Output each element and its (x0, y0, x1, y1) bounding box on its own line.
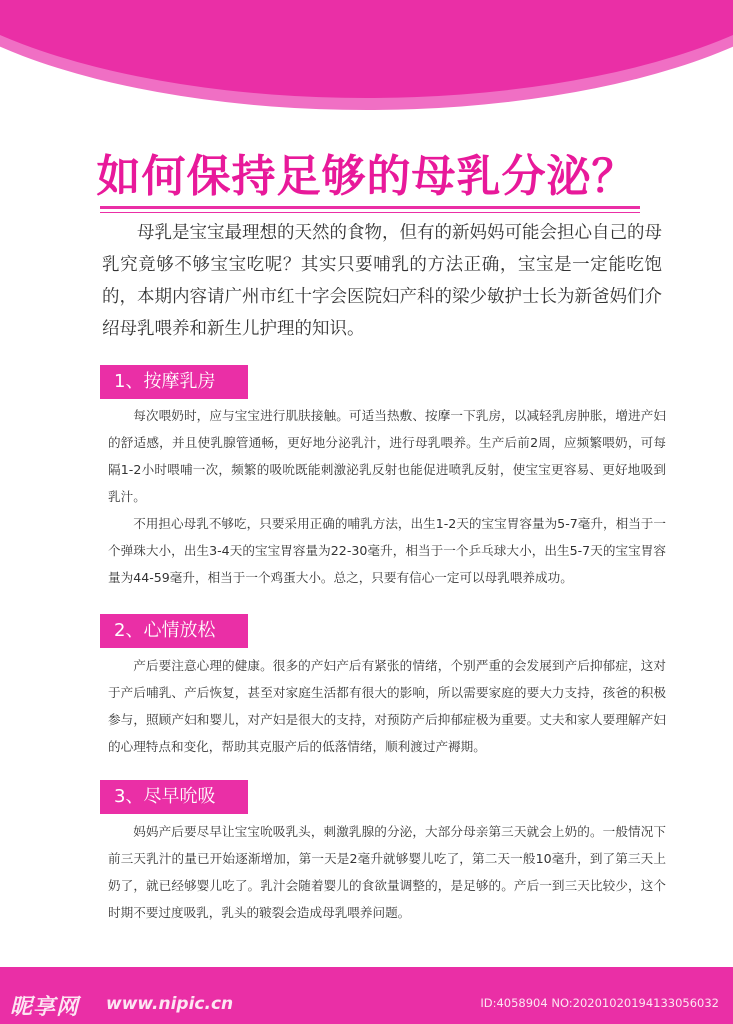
title-underline (100, 206, 640, 209)
section-body-massage (108, 402, 666, 591)
watermark-id: ID:4058904 NO:20201020194133056032 (480, 996, 719, 1010)
section-body-suckle (108, 818, 666, 926)
section-heading-massage: 1、按摩乳房 (100, 365, 248, 399)
section-heading-relax: 2、心情放松 (100, 614, 248, 648)
section-heading-suckle: 3、尽早吮吸 (100, 780, 248, 814)
paragraph: 不用担心母乳不够吃，只要采用正确的哺乳方法，出生1-2天的宝宝胃容量为5-7毫升，相当于一个弹珠大小，出生3-4天的宝宝胃容量为22-30毫升，相当于一个乒乓球大小，出生5-7天的宝宝胃容量为44-59毫升，相当于一个鸡蛋大小。总之，只要有信心一定可以母乳喂养成功。 (108, 516, 666, 585)
paragraph: 每次喂奶时，应与宝宝进行肌肤接触。可适当热敷、按摩一下乳房，以减轻乳房肿胀，增进产妇的舒适感，并且使乳腺管通畅，更好地分泌乳汁，进行母乳喂养。生产后前2周，应频繁喂奶，可每隔1-2小时喂哺一次，频繁的吸吮既能刺激泌乳反射也能促进喷乳反射，使宝宝更容易、更好地吸到乳汁。 (108, 408, 666, 504)
intro-paragraph: 母乳是宝宝最理想的天然的食物，但有的新妈妈可能会担心自己的母乳究竟够不够宝宝吃呢？其实只要哺乳的方法正确，宝宝是一定能吃饱的，本期内容请广州市红十字会医院妇产科的梁少敏护士长为新爸妈们介绍母乳喂养和新生儿护理的知识。 (102, 223, 662, 339)
section-body-relax (108, 652, 666, 760)
title-underline-thin (100, 212, 640, 213)
page-title: 如何保持足够的母乳分泌？ (96, 151, 637, 202)
watermark-url: www.nipic.cn (106, 994, 234, 1014)
paragraph: 产后要注意心理的健康。很多的产妇产后有紧张的情绪，个别严重的会发展到产后抑郁症，这对于产后哺乳、产后恢复，甚至对家庭生活都有很大的影响，所以需要家庭的要大力支持，孩爸的积极参与，照顾产妇和婴儿，对产妇是很大的支持，对预防产后抑郁症极为重要。丈夫和家人要理解产妇的心理特点和变化，帮助其克服产后的低落情绪，顺利渡过产褥期。 (108, 658, 666, 754)
watermark-logo: 昵享网 (10, 995, 80, 1020)
paragraph: 妈妈产后要尽早让宝宝吮吸乳头，刺激乳腺的分泌，大部分母亲第三天就会上奶的。一般情况下前三天乳汁的量已开始逐渐增加，第一天是2毫升就够婴儿吃了，第二天一般10毫升，到了第三天上奶了，就已经够婴儿吃了。乳汁会随着婴儿的食欲量调整的，是足够的。产后一到三天比较少，这个时期不要过度吸乳，乳头的皲裂会造成母乳喂养问题。 (108, 824, 666, 920)
header-band (0, 0, 733, 98)
